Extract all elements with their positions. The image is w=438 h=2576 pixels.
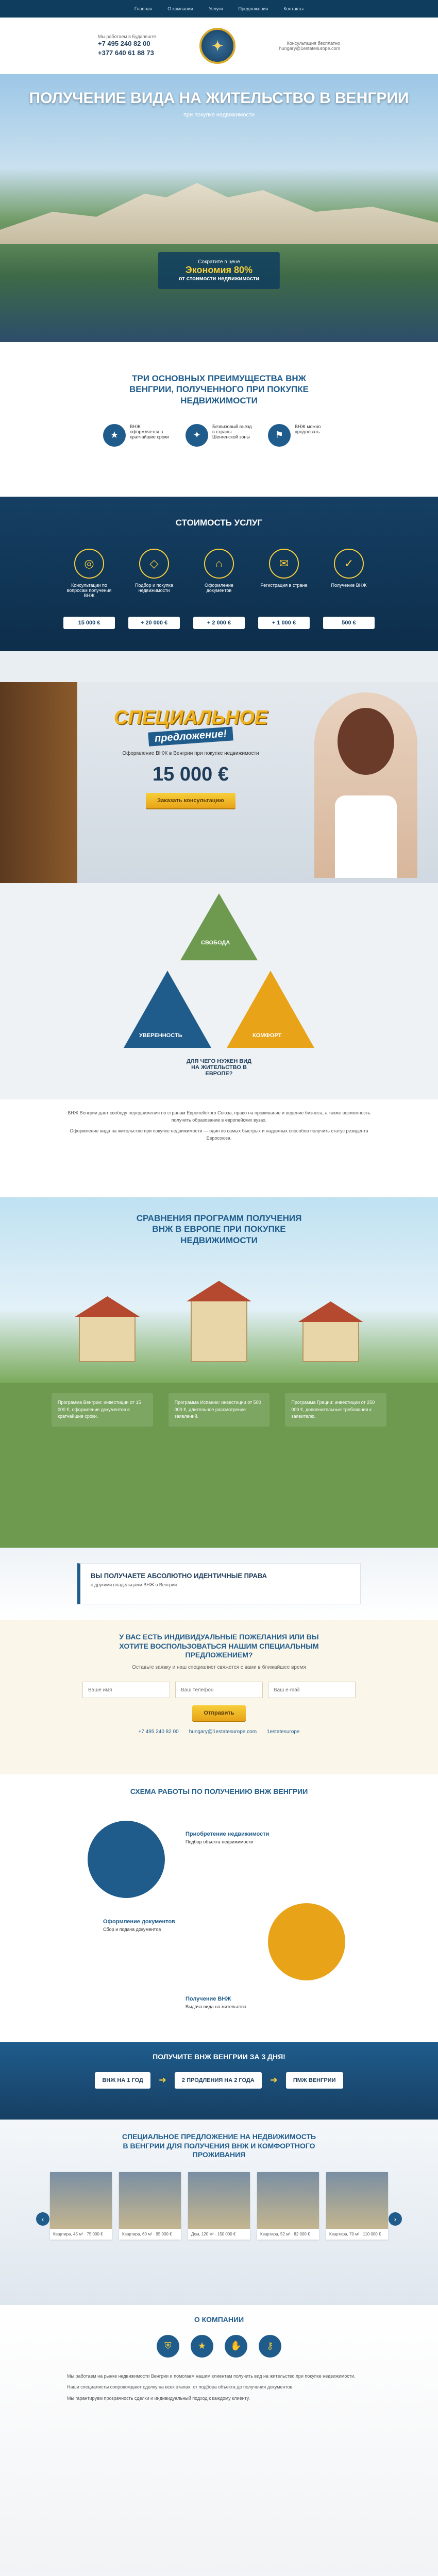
email-input[interactable] [268, 1682, 356, 1698]
header-left-note: Мы работаем в Будапеште [98, 33, 156, 39]
compare-col: Программа Венгрии: инвестиции от 15 000 €, оформление документов в кратчайшие сроки. [52, 1393, 153, 1427]
savings-top: Сократите в цене [198, 259, 240, 265]
chevron-left-icon[interactable]: ‹ [36, 2212, 49, 2226]
hero-title: ПОЛУЧЕНИЕ ВИДА НА ЖИТЕЛЬСТВО В ВЕНГРИИ [29, 90, 409, 107]
cost-price: 15 000 € [63, 617, 115, 629]
nav-item-contacts[interactable]: Контакты [283, 6, 304, 11]
hero [0, 74, 438, 342]
special-text: Оформление ВНЖ в Венгрии при покупке недвижимости [122, 751, 259, 756]
flag-icon: ⚑ [268, 424, 291, 447]
form-phone[interactable]: +7 495 240 82 00 [138, 1729, 179, 1735]
consultant-photo [314, 692, 417, 878]
house-illustration [302, 1321, 359, 1362]
arrow-right-icon: ➜ [158, 2075, 166, 2085]
logo-icon[interactable]: ✦ [199, 28, 235, 64]
header-email[interactable]: hungary@1estatesurope.com [279, 46, 340, 51]
compare-title: СРАВНЕНИЯ ПРОГРАММ ПОЛУЧЕНИЯ ВНЖ В ЕВРОПЕ ПРИ ПОКУПКЕ НЕДВИЖИМОСТИ [136, 1213, 302, 1245]
header-right-note: Консультация бесплатно [287, 41, 340, 46]
house-icon: ⌂ [204, 549, 234, 579]
cost-item: ◎ Консультации по вопросам получения ВНЖ 15 000 € [63, 549, 115, 629]
shield-icon: ⛨ [157, 2335, 179, 2358]
special-word-1: СПЕЦИАЛЬНОЕ [113, 707, 268, 728]
header [0, 18, 438, 74]
offer-card[interactable]: Квартира, 70 м² · 110 000 € [326, 2172, 388, 2240]
offer-card[interactable]: Квартира, 45 м² · 75 000 € [50, 2172, 112, 2240]
header-phone-2[interactable]: +377 640 61 88 73 [98, 49, 154, 57]
scheme-section [0, 1774, 438, 2042]
special-word-2: предложение! [148, 726, 233, 746]
company-section: О КОМПАНИИ ⛨ ★ ✋ ⚷ Мы работаем на рынке недвижимости Венгрии и помогаем нашим клиентам получить вид на жительство при покупке недвижимости. Наши специалисты сопровождают сделку на всех этапах: от подбора объекта до получения документов. Мы гарантируем прозрачность сделки и индивидуальный подход к каждому клиенту. [0, 2305, 438, 2573]
advantage-card: ★ ВНЖ оформляется в кратчайшие сроки [103, 424, 170, 447]
nav-item-about[interactable]: О компании [167, 6, 193, 11]
nav-item-home[interactable]: Главная [134, 6, 153, 11]
cost-section [0, 497, 438, 682]
cost-item: ⌂ Оформление документов + 2 000 € [193, 549, 245, 629]
form-title: У ВАС ЕСТЬ ИНДИВИДУАЛЬНЫЕ ПОЖЕЛАНИЯ ИЛИ ВЫ ХОТИТЕ ВОСПОЛЬЗОВАТЬСЯ НАШИМ СПЕЦИАЛЬНЫМ ПРЕДЛОЖЕНИЕМ? [119, 1633, 319, 1659]
cost-item: ✓ Получение ВНЖ 500 € [323, 549, 375, 629]
scheme-step: Получение ВНЖ Выдача вида на жительство [186, 1996, 246, 2009]
cost-price: + 2 000 € [193, 617, 245, 629]
compare-col: Программа Испании: инвестиции от 500 000 €, длительное рассмотрение заявлений. [169, 1393, 270, 1427]
company-title: О КОМПАНИИ [194, 2315, 244, 2324]
cost-title: СТОИМОСТЬ УСЛУГ [175, 518, 263, 528]
triangle-top [180, 893, 258, 960]
triangle-section [0, 883, 438, 1099]
form-submit-button[interactable]: Отправить [192, 1705, 245, 1721]
offer-card[interactable]: Квартира, 52 м² · 82 000 € [257, 2172, 319, 2240]
cost-price: + 1 000 € [258, 617, 310, 629]
steps-title: ПОЛУЧИТЕ ВНЖ ВЕНГРИИ ЗА 3 ДНЯ! [153, 2053, 285, 2061]
rights-text: с другими владельцами ВНЖ в Венгрии [91, 1582, 177, 1587]
chevron-right-icon[interactable]: › [389, 2212, 402, 2226]
header-phone-1[interactable]: +7 495 240 82 00 [98, 39, 150, 47]
handshake-icon: ✋ [225, 2335, 247, 2358]
about-text: ВНЖ Венгрии дает свободу передвижения по странам Европейского Союза, право на проживание и ведение бизнеса, а также возможность получить образование в европейских вузах. Оформление вида на жительство при покупке недвижимости — один из самых быстрых и надежных способов получить статус резидента Евросоюза. [0, 1099, 438, 1197]
form-subtitle: Оставьте заявку и наш специалист свяжется с вами в ближайшее время [132, 1664, 306, 1670]
cost-item: ✉ Регистрация в стране + 1 000 € [258, 549, 310, 629]
rights-title: ВЫ ПОЛУЧАЕТЕ АБСОЛЮТНО ИДЕНТИЧНЫЕ ПРАВА [91, 1572, 267, 1580]
triangle-label-right: КОМФОРТ [252, 1032, 282, 1039]
special-offer-section [0, 682, 438, 883]
nav-item-offers[interactable]: Предложения [238, 6, 268, 11]
compare-col: Программа Греции: инвестиции от 250 000 €, дополнительные требования к заявителю. [285, 1393, 386, 1427]
diamond-icon: ◇ [139, 549, 169, 579]
house-illustration [79, 1316, 136, 1362]
step-box: ПМЖ ВЕНГРИИ [286, 2072, 343, 2089]
advantage-card: ⚑ ВНЖ можно продлевать [268, 424, 335, 447]
cost-price: + 20 000 € [128, 617, 180, 629]
offer-card[interactable]: Квартира, 60 м² · 95 000 € [119, 2172, 181, 2240]
triangle-center-text: ДЛЯ ЧЕГО НУЖЕН ВИД НА ЖИТЕЛЬСТВО В ЕВРОПЕ? [186, 1058, 252, 1077]
top-nav [0, 0, 438, 18]
compare-table [0, 1383, 438, 1548]
sparkle-icon: ✦ [186, 424, 208, 447]
hero-subtitle: при покупке недвижимости [183, 111, 255, 118]
steps-section [0, 2042, 438, 2120]
lead-form [0, 1620, 438, 1774]
special-price: 15 000 € [153, 764, 229, 785]
offer-card[interactable]: Дом, 120 м² · 150 000 € [188, 2172, 250, 2240]
key-icon: ⚷ [259, 2335, 281, 2358]
savings-big: Экономия 80% [185, 265, 253, 275]
savings-badge [158, 252, 280, 289]
rights-banner [0, 1548, 438, 1620]
target-icon: ◎ [74, 549, 104, 579]
triangle-label-top: СВОБОДА [201, 940, 230, 946]
scheme-circle [268, 1903, 345, 1980]
castle-illustration [0, 172, 438, 244]
envelope-icon: ✉ [269, 549, 299, 579]
scheme-step: Оформление документов Сбор и подача документов [103, 1919, 175, 1932]
cost-price: 500 € [323, 617, 375, 629]
compare-section [0, 1197, 438, 1383]
form-email[interactable]: hungary@1estatesurope.com [189, 1729, 257, 1735]
check-icon: ✓ [334, 549, 364, 579]
advantages-section [0, 342, 438, 497]
advantages-title: ТРИ ОСНОВНЫХ ПРЕИМУЩЕСТВА ВНЖ ВЕНГРИИ, ПОЛУЧЕННОГО ПРИ ПОКУПКЕ НЕДВИЖИМОСТИ [129, 374, 309, 405]
step-box: 2 ПРОДЛЕНИЯ НА 2 ГОДА [175, 2072, 262, 2089]
step-box: ВНЖ НА 1 ГОД [95, 2072, 150, 2089]
cost-item: ◇ Подбор и покупка недвижимости + 20 000 € [128, 549, 180, 629]
phone-input[interactable] [175, 1682, 263, 1698]
triangle-label-left: УВЕРЕННОСТЬ [139, 1032, 182, 1039]
savings-bottom: от стоимости недвижимости [178, 276, 260, 282]
scheme-step: Приобретение недвижимости Подбор объекта недвижимости [186, 1831, 269, 1844]
offers-section [0, 2120, 438, 2305]
offers-title: СПЕЦИАЛЬНОЕ ПРЕДЛОЖЕНИЕ НА НЕДВИЖИМОСТЬ В ВЕНГРИИ ДЛЯ ПОЛУЧЕНИЯ ВНЖ И КОМФОРТНОГО ПРОЖИВАНИЯ [122, 2132, 316, 2159]
scheme-title: СХЕМА РАБОТЫ ПО ПОЛУЧЕНИЮ ВНЖ ВЕНГРИИ [130, 1787, 308, 1795]
leather-case-illustration [0, 682, 77, 883]
special-consult-button[interactable]: Заказать консультацию [146, 793, 235, 808]
name-input[interactable] [82, 1682, 170, 1698]
form-skype[interactable]: 1estatesurope [267, 1729, 300, 1735]
scheme-circle [88, 1821, 165, 1898]
nav-item-services[interactable]: Услуги [208, 6, 223, 11]
house-illustration [191, 1300, 247, 1362]
star-icon: ★ [103, 424, 126, 447]
interest-section [0, 2573, 438, 2576]
arrow-right-icon: ➜ [269, 2075, 278, 2085]
advantage-card: ✦ Безвизовый въезд в страны Шенгенской зоны [186, 424, 252, 447]
star-icon: ★ [191, 2335, 213, 2358]
